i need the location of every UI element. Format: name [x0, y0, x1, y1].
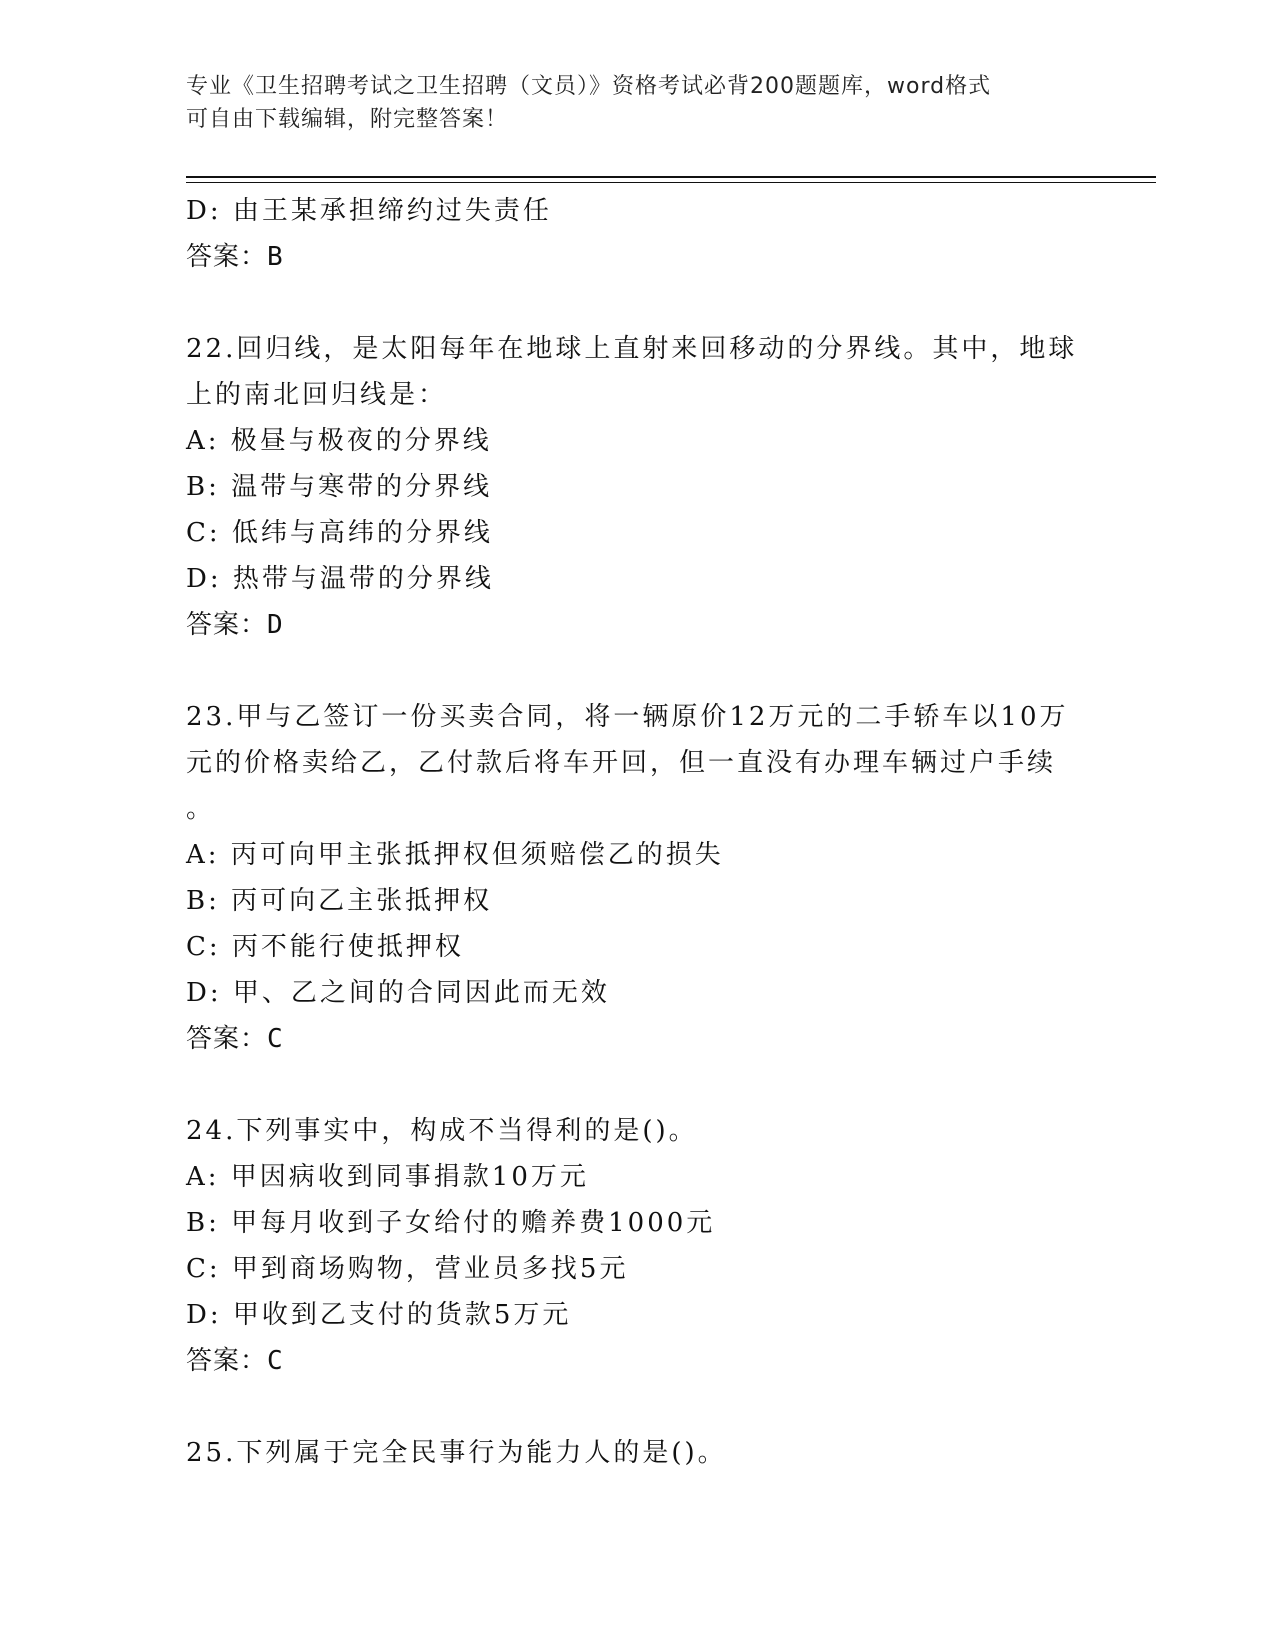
header-line-1: 专业《卫生招聘考试之卫生招聘（文员）》资格考试必背200题题库，word格式 — [186, 74, 992, 99]
header-rule-thick — [186, 176, 1156, 178]
option-c: C: 低纬与高纬的分界线 — [186, 518, 493, 548]
answer-value: C — [267, 1346, 284, 1376]
question-stem: 23.甲与乙签订一份买卖合同，将一辆原价12万元的二手轿车以10万 — [186, 702, 1069, 732]
answer-label: 答案： — [186, 610, 268, 640]
option-b: B: 丙可向乙主张抵押权 — [186, 886, 493, 916]
document-header — [186, 70, 1086, 136]
question-stem: 22.回归线，是太阳每年在地球上直射来回移动的分界线。其中，地球 — [186, 334, 1078, 364]
option-a: A: 丙可向甲主张抵押权但须赔偿乙的损失 — [186, 840, 724, 870]
question-stem-cont: 元的价格卖给乙，乙付款后将车开回，但一直没有办理车辆过户手续 — [186, 748, 1057, 778]
option-c: C: 丙不能行使抵押权 — [186, 932, 464, 962]
header-line-2: 可自由下载编辑，附完整答案！ — [186, 107, 509, 132]
answer-line — [186, 1016, 1086, 1062]
answer-label: 答案： — [186, 1346, 268, 1376]
question-25 — [186, 1430, 1086, 1476]
question-stem-cont: 上的南北回归线是： — [186, 380, 448, 410]
option-d: D: 热带与温带的分界线 — [186, 564, 494, 594]
answer-line — [186, 234, 1086, 280]
answer-line — [186, 602, 1086, 648]
answer-value: C — [267, 1024, 284, 1054]
option-d: D: 甲、乙之间的合同因此而无效 — [186, 978, 610, 1008]
question-stem: 24.下列事实中，构成不当得利的是()。 — [186, 1116, 698, 1146]
option-c: C: 甲到商场购物，营业员多找5元 — [186, 1254, 629, 1284]
option-b: B: 甲每月收到子女给付的赡养费1000元 — [186, 1208, 716, 1238]
option-b: B: 温带与寒带的分界线 — [186, 472, 493, 502]
header-rule-thin — [186, 182, 1156, 183]
question-22 — [186, 326, 1086, 648]
option-a: A: 极昼与极夜的分界线 — [186, 426, 492, 456]
question-list — [186, 188, 1086, 1476]
question-21-tail — [186, 188, 1086, 280]
question-stem: 25.下列属于完全民事行为能力人的是()。 — [186, 1438, 727, 1468]
answer-value: B — [267, 242, 284, 272]
question-23 — [186, 694, 1086, 1062]
answer-label: 答案： — [186, 242, 268, 272]
option-d: D: 甲收到乙支付的货款5万元 — [186, 1300, 572, 1330]
answer-line — [186, 1338, 1086, 1384]
answer-label: 答案： — [186, 1024, 268, 1054]
answer-value: D — [267, 610, 284, 640]
option-d: D: 由王某承担缔约过失责任 — [186, 196, 552, 226]
question-stem-end: 。 — [186, 794, 216, 824]
question-24 — [186, 1108, 1086, 1384]
option-a: A: 甲因病收到同事捐款10万元 — [186, 1162, 589, 1192]
